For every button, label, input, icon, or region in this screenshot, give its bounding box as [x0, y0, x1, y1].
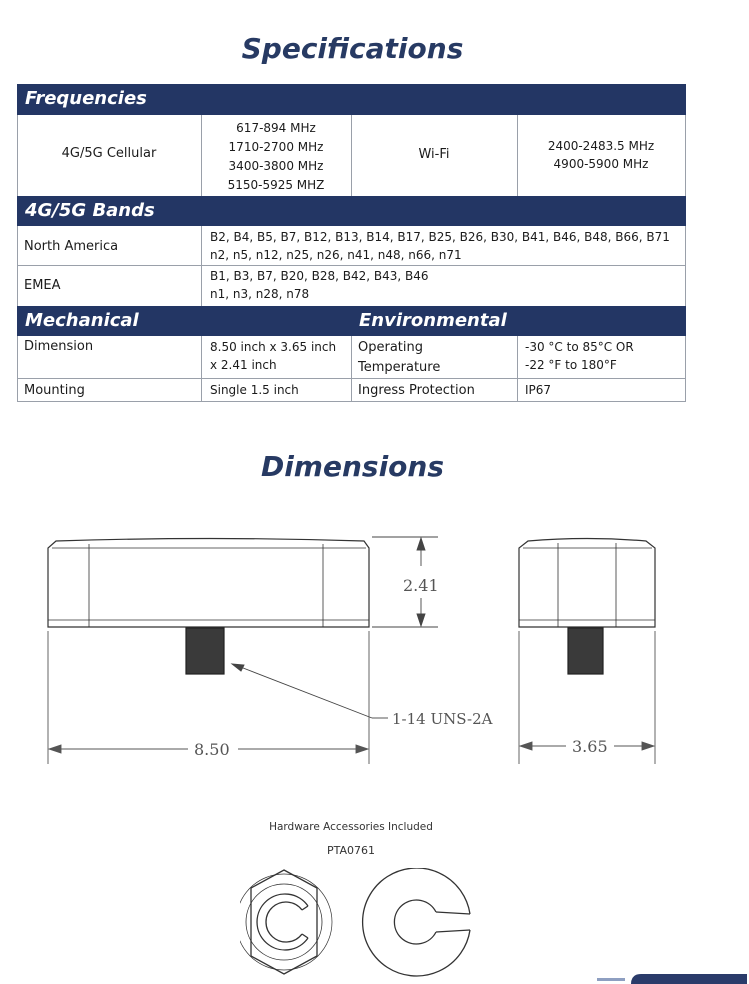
ingress-protection-value: IP67	[525, 383, 552, 397]
north-america-bands: B2, B4, B5, B7, B12, B13, B14, B17, B25, B26, B30, B41, B46, B48, B66, B71 n2, n5, n12, n25, n26, n41, n48, n66, n71	[210, 230, 670, 262]
specifications-table	[17, 84, 686, 402]
height-value: 2.41	[403, 576, 439, 595]
bands-header: 4G/5G Bands	[17, 196, 686, 226]
dimension-label: Dimension	[24, 339, 94, 354]
front-view	[48, 539, 369, 675]
north-america-label: North America	[24, 239, 119, 254]
brand-logo	[597, 972, 749, 984]
wifi-label: Wi-Fi	[418, 147, 450, 162]
emea-label: EMEA	[24, 278, 61, 293]
side-view	[519, 539, 655, 675]
specifications-title: Specifications	[241, 32, 464, 65]
environmental-header: Environmental	[351, 306, 686, 336]
dimensions-title: Dimensions	[260, 450, 445, 483]
accessories-part-number: PTA0761	[326, 844, 376, 857]
thread-callout: 1-14 UNS-2A	[392, 710, 493, 728]
wifi-frequencies: 2400-2483.5 MHz 4900-5900 MHz	[547, 139, 655, 171]
ingress-protection-label: Ingress Protection	[358, 383, 475, 398]
operating-temperature-label: Operating Temperature	[358, 340, 441, 375]
accessories-drawing	[240, 868, 500, 978]
operating-temperature-value: -30 °C to 85°C OR -22 °F to 180°F	[525, 340, 634, 372]
cellular-frequencies: 617-894 MHz 1710-2700 MHz 3400-3800 MHz 5150-5925 MHZ	[227, 121, 325, 192]
lock-washer	[363, 868, 470, 976]
width-value: 3.65	[572, 737, 608, 756]
mounting-value: Single 1.5 inch	[210, 383, 299, 397]
mechanical-header: Mechanical	[17, 306, 351, 336]
emea-bands: B1, B3, B7, B20, B28, B42, B43, B46 n1, n3, n28, n78	[210, 269, 429, 301]
dimensions-drawing	[0, 520, 749, 770]
cellular-label: 4G/5G Cellular	[61, 146, 157, 161]
thread-leader	[232, 664, 388, 718]
hex-nut	[240, 870, 332, 974]
length-value: 8.50	[194, 740, 230, 759]
frequencies-header: Frequencies	[17, 84, 686, 115]
mounting-label: Mounting	[24, 383, 85, 398]
accessories-caption: Hardware Accessories Included	[269, 821, 433, 833]
dimension-value: 8.50 inch x 3.65 inch x 2.41 inch	[210, 340, 337, 372]
